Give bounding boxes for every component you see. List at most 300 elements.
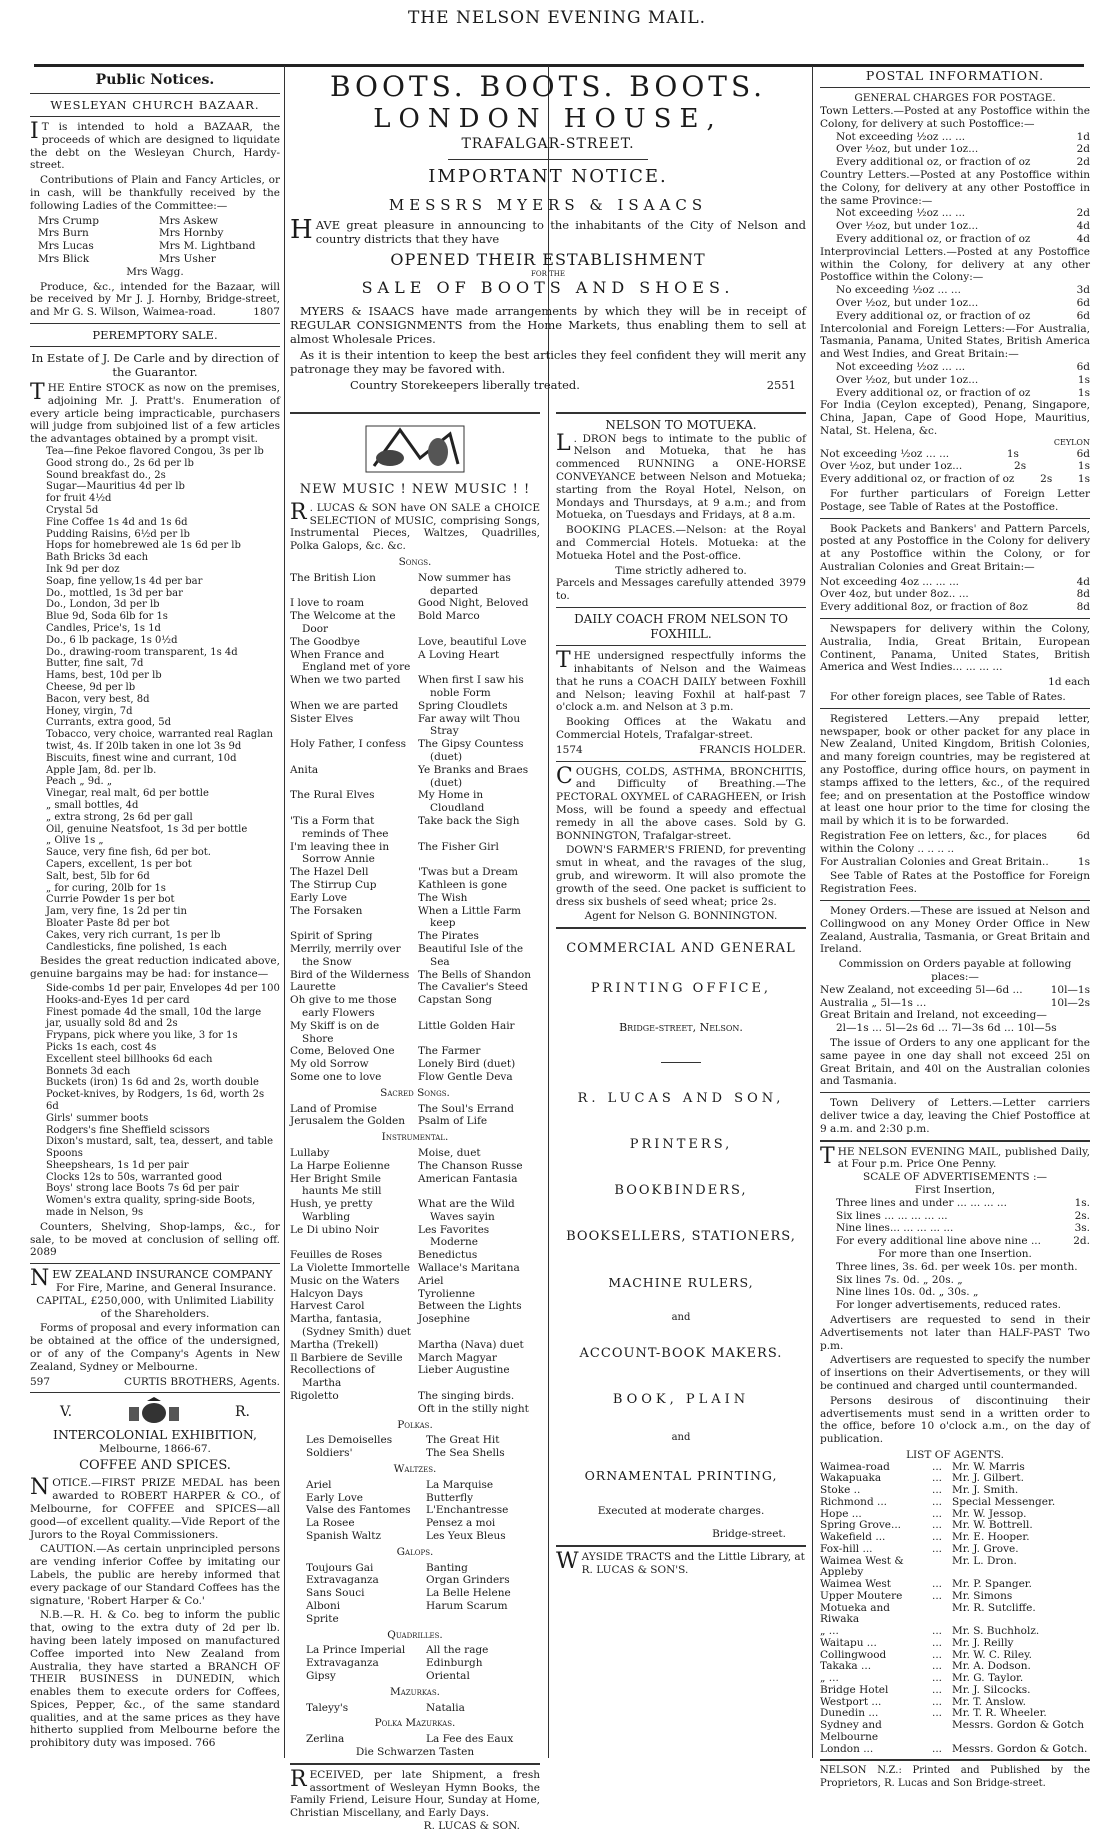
music-title: Beautiful Isle of the Sea bbox=[418, 942, 524, 968]
music-title: Josephine bbox=[418, 1313, 470, 1326]
waltzes-list bbox=[290, 1479, 540, 1543]
music-title: Lonely Bird (duet) bbox=[418, 1058, 516, 1071]
agent-cell: ... bbox=[932, 1519, 943, 1532]
bargain-item: Frypans, pick where you like, 3 for 1s bbox=[46, 1030, 238, 1042]
commission-row-cell: Australia „ 5l—1s ... bbox=[820, 996, 927, 1009]
rate-row-cell: 1d bbox=[1076, 130, 1090, 143]
music-title: Lieber Augustine bbox=[418, 1364, 510, 1377]
music-title: Bold Marco bbox=[418, 610, 480, 623]
rate-row bbox=[820, 448, 1090, 461]
agent-cell: Westport ... bbox=[820, 1695, 882, 1708]
rate-row bbox=[836, 131, 1090, 144]
agent-cell: Waimea West & Appleby bbox=[820, 1554, 904, 1579]
stock-item: Hops for homebrewed ale 1s 6d per lb bbox=[46, 540, 241, 552]
music-title: Little Golden Hair bbox=[418, 1019, 515, 1032]
rate-row-cell: Every additional oz, or fraction of oz bbox=[836, 386, 1031, 399]
music-title: When we are parted bbox=[290, 699, 399, 712]
agent-cell: Mr. Simons bbox=[952, 1589, 1013, 1602]
music-title: La Violette Immortelle bbox=[290, 1262, 410, 1275]
boots-advertisement: BOOTS. BOOTS. BOOTS. LONDON HOUSE, TRAFALGAR-STREET. IMPORTANT NOTICE. MESSRS MYERS & ISAACS HAVE great pleasure in announcing to the inhabitants of the City of Nelson and country districts that they have OPENED THEIR ESTABLISHMENT FOR THE SALE OF BOOTS AND SHOES. MYERS & ISAACS have made arrangements by which they will be in receipt of REGULAR CONSIGNMENTS from the Home Markets, thus enabling them to sell at almost Wholesale Prices. As it is their intention to keep the best articles they feel confident they will merit any patronage they may be favored with. Country Storekeepers liberally treated. 2551 bbox=[290, 70, 806, 392]
stock-item: Oil, genuine Neatsfoot, 1s 3d per bottle bbox=[46, 823, 248, 835]
stock-item: Bath Bricks 3d each bbox=[46, 552, 149, 564]
agent-cell: Mr. W. Marris bbox=[952, 1460, 1025, 1473]
music-title: Jerusalem the Golden bbox=[290, 1115, 406, 1128]
stock-item: Crystal 5d bbox=[46, 505, 99, 517]
agent-cell: ... bbox=[932, 1460, 943, 1473]
rate-row-cell: 2d bbox=[1076, 207, 1090, 220]
bargain-item: Pocket-knives, by Rodgers, 1s 6d, worth 2s 6d bbox=[46, 1089, 265, 1112]
bargain-item: Women's extra quality, spring-side Boots, made in Nelson, 9s bbox=[46, 1195, 256, 1219]
rate-row-cell: 3d bbox=[1076, 284, 1090, 297]
agent-cell: ... bbox=[932, 1531, 943, 1544]
music-title: When first I saw his noble Form bbox=[418, 674, 524, 700]
agent-cell: Waimea West bbox=[820, 1578, 892, 1591]
agent-cell: Richmond ... bbox=[820, 1495, 888, 1508]
hymn-ad: RECEIVED, per late Shipment, a fresh assortment of Wesleyan Hymn Books, the Family Friend, Leisure Hour, Sunday at Home, Christian Miscellany, and Early Days. bbox=[290, 1766, 540, 1820]
music-title: La Belle Helene bbox=[426, 1587, 511, 1600]
music-title: The Soul's Errand bbox=[418, 1102, 515, 1115]
music-title: Les Yeux Bleus bbox=[426, 1530, 506, 1543]
music-title: Between the Lights bbox=[418, 1300, 522, 1313]
agent-cell: Mr. W. Bottrell. bbox=[952, 1519, 1033, 1532]
agent-cell: ... bbox=[932, 1625, 943, 1638]
wesleyan-title: WESLEYAN CHURCH BAZAAR. bbox=[50, 98, 260, 113]
music-title: Martha (Trekell) bbox=[290, 1338, 379, 1351]
music-title: Oriental bbox=[426, 1669, 470, 1682]
music-title: The Stirrup Cup bbox=[290, 878, 377, 891]
bargain-list bbox=[30, 983, 280, 1219]
music-title: La Harpe Eolienne bbox=[290, 1159, 390, 1172]
wesleyan-ladies: Mrs Crump Mrs Askew Mrs Burn Mrs Hornby Mrs Lucas Mrs M. Lightband Mrs Blick Mrs Usher bbox=[38, 214, 256, 266]
agent-cell: London ... bbox=[820, 1742, 874, 1755]
stock-item: for fruit 4½d bbox=[46, 493, 112, 505]
music-title: Les Favorites Moderne bbox=[418, 1223, 490, 1249]
agent-cell: ... bbox=[932, 1636, 943, 1649]
music-title: Sans Souci bbox=[306, 1587, 365, 1600]
agent-cell: Mr. J. Gilbert. bbox=[952, 1472, 1024, 1485]
rate-row-cell: Over ½oz, but under 1oz... bbox=[836, 143, 979, 156]
stock-item: Sauce, very fine fish, 6d per bot. bbox=[46, 847, 211, 859]
music-title: Harum Scarum bbox=[426, 1600, 508, 1612]
agent-cell: Mr. L. Dron. bbox=[952, 1554, 1017, 1567]
music-instruments-icon bbox=[360, 418, 470, 480]
agent-cell: Upper Moutere bbox=[820, 1589, 903, 1602]
music-title: The Wish bbox=[418, 891, 468, 904]
music-title: The Goodbye bbox=[290, 635, 360, 648]
stock-item: Jam, very fine, 1s 2d per tin bbox=[46, 906, 187, 918]
ad-rate-row-cell: Nine lines... ... ... ... ... bbox=[836, 1222, 954, 1235]
rate-row-cell: Every additional 8oz, or fraction of 8oz bbox=[820, 601, 1028, 614]
stock-list bbox=[30, 446, 280, 953]
agent-cell: Hope ... bbox=[820, 1507, 862, 1520]
rate-row-cell: 1s bbox=[1077, 473, 1090, 486]
music-title: My old Sorrow bbox=[290, 1058, 369, 1071]
bargain-item: Rodgers's fine Sheffield scissors bbox=[46, 1124, 210, 1136]
ad-more-rates bbox=[820, 1261, 1090, 1299]
rate-row bbox=[820, 601, 1090, 614]
rate-row bbox=[836, 374, 1090, 387]
rate-row-cell: 2s bbox=[1014, 460, 1027, 473]
stock-item: Bacon, very best, 8d bbox=[46, 693, 150, 705]
town-rates bbox=[820, 131, 1090, 169]
music-title: March Magyar bbox=[418, 1351, 497, 1364]
stock-item: Do., drawing-room transparent, 1s 4d bbox=[46, 646, 238, 658]
music-title: Capstan Song bbox=[418, 994, 492, 1007]
stock-item: Apple Jam, 8d. per lb. bbox=[46, 764, 157, 776]
agent-cell: Bridge Hotel bbox=[820, 1683, 889, 1696]
rate-row bbox=[836, 297, 1090, 310]
agent-cell: Messrs. Gordon & Gotch. bbox=[952, 1742, 1088, 1755]
interprovincial-rates bbox=[820, 284, 1090, 322]
rate-row-cell: Every additional oz, or fraction of oz bbox=[820, 473, 1015, 486]
rate-row bbox=[836, 387, 1090, 400]
rate-row-cell: 6d bbox=[1076, 309, 1090, 322]
agent-cell bbox=[932, 1720, 952, 1744]
rate-row-cell: Over ½oz, but under 1oz... bbox=[836, 220, 979, 233]
commission-row-cell: 10l—1s bbox=[1050, 983, 1090, 996]
music-title bbox=[290, 1403, 412, 1416]
agent-cell: Sydney and Melbourne bbox=[820, 1719, 882, 1743]
stock-item: Peach „ 9d. „ bbox=[46, 776, 113, 788]
coughs-ad: COUGHS, COLDS, ASTHMA, BRONCHITIS, and Difficulty of Breathing.—The PECTORAL OXYMEL of CARAGHEEN, or Irish Moss, will be found a speedy and effectual remedy in all the above cases. Sold by G. BONNINGTON, Trafalgar-street. bbox=[556, 763, 806, 842]
agent-cell: Mr. P. Spanger. bbox=[952, 1578, 1032, 1591]
bargain-item: Dixon's mustard, salt, tea, dessert, and table Spoons bbox=[46, 1136, 274, 1160]
agent-cell: Mr. J. Silcocks. bbox=[952, 1683, 1031, 1696]
agent-cell: ... bbox=[932, 1484, 943, 1497]
rate-row-cell: 8d bbox=[1076, 601, 1090, 614]
section-heading: Public Notices. bbox=[95, 72, 215, 88]
rate-row bbox=[820, 588, 1090, 601]
commission-row-cell: 10l—2s bbox=[1050, 996, 1090, 1009]
rate-row bbox=[820, 576, 1090, 589]
wesleyan-para: I T is intended to hold a BAZAAR, the proceeds of which are designed to liquidate the debt on the Wesleyan Church, Hardy-street. bbox=[30, 119, 280, 172]
music-title: Flow Gentle Deva bbox=[418, 1070, 513, 1083]
stock-item: Capers, excellent, 1s per bot bbox=[46, 858, 192, 870]
stock-item: Good strong do., 2s 6d per lb bbox=[46, 457, 194, 469]
music-title: American Fantasia bbox=[418, 1172, 518, 1185]
rate-row bbox=[836, 310, 1090, 323]
ad-rate-row-cell: For every additional line above nine ... bbox=[836, 1235, 1041, 1248]
music-title: The Rural Elves bbox=[290, 789, 375, 802]
stock-item: Salt, best, 5lb for 6d bbox=[46, 870, 150, 882]
rate-row-cell: 4d bbox=[1076, 220, 1090, 233]
rate-row-cell: Over ½oz, but under 1oz... bbox=[836, 297, 979, 309]
rate-row bbox=[836, 233, 1090, 246]
music-title: Good Night, Beloved bbox=[418, 597, 529, 610]
exhibition-ad: V. R. INTERCOLONIAL EXHIBITION, Melbourne, 1866-67. COFFEE AND SPICES. NOTICE.—FIRST PRIZE MEDAL has been awarded to ROBERT HARPER & CO., of Melbourne, for COFFEE and SPICES—all good—of excellent quality.—Vide Report of the Jurors to the Royal Commissioners. CAUTION.—As certain unprincipled persons are vending inferior Coffee by imitating our Labels, the public are hereby informed that every package of our Standard Coffees has the signature, 'Robert Harper & Co.' N.B.—R. H. & Co. beg to inform the public that, owing to the extra duty of 2d per lb. having been lately imposed on manufactured Coffee imported into New Zealand from Australia, they have started a BRANCH OF THEIR BUSINESS in DUNEDIN, which enables them to execute orders for Coffees, Spices, Pepper, &c., of the same standard qualities, and at the same prices as they have hitherto supplied from Melbourne before the prohibitory duty was imposed. 766 bbox=[30, 1397, 280, 1750]
commission-rows bbox=[820, 984, 1090, 1010]
column-divider bbox=[812, 66, 813, 1758]
music-title: Organ Grinders bbox=[426, 1574, 510, 1587]
music-title: The Sea Shells bbox=[426, 1447, 505, 1460]
music-title: The Gipsy Countess (duet) bbox=[418, 738, 524, 763]
music-title: Merrily, merrily over the Snow bbox=[290, 942, 401, 968]
commission-row bbox=[820, 984, 1090, 997]
stock-item: Blue 9d, Soda 6lb for 1s bbox=[46, 611, 168, 623]
wesleyan-produce: Produce, &c., intended for the Bazaar, will be received by Mr J. J. Hornby, Bridge-street, and Mr G. S. Wilson, Waimea-road. 1807 bbox=[30, 280, 280, 319]
agent-cell: Special Messenger. bbox=[952, 1495, 1056, 1508]
stock-item: Soap, fine yellow,1s 4d per bar bbox=[46, 575, 203, 587]
agent-cell: Mr. J. Grove. bbox=[952, 1542, 1019, 1555]
bargain-item: Hooks-and-Eyes 1d per card bbox=[46, 994, 190, 1006]
agent-cell: Mr. J. Smith. bbox=[952, 1484, 1019, 1497]
music-title: Come, Beloved One bbox=[290, 1045, 395, 1058]
column-music: NEW MUSIC ! NEW MUSIC ! ! R . LUCAS & SON have ON SALE a CHOICE SELECTION of MUSIC, comprising Songs, Instrumental Pieces, Waltzes, Quadrilles, Polka Galops, &c. &c. Songs. The British Lion Now summer has departed I love to roam Good Night, Beloved The Welcome at the Door Bold Marco The Goodbye Love, beautiful Love When France and England met of yore A Loving Heart When we two parted When first I saw his noble Form When we are parted Spring Cloudlets Sister Elves Far away wilt Thou Stray Holy Father, I confess The Gipsy Countess (duet) Anita Ye Branks and Braes (duet) The Rural Elves My Home in Cloudland 'Tis a Form that reminds of Thee Take back the Sigh I'm leaving thee in Sorrow Annie The Fisher Girl The Hazel Dell 'Twas but a Dream The Stirrup Cup Kathleen is gone Early Love The Wish The Forsaken When a Little Farm keep Spirit of Spring The Pirates Merrily, merrily over the Snow Beautiful Isle of the Sea Bird of the Wilderness The Bells of Shandon Laurette The Cavalier's Steed Oh give to me those early Flowers Capstan Song My Skiff is on de Shore Little Golden Hair Come, Beloved One The Farmer My old Sorrow Lonely Bird (duet) Some one to love Flow Gentle Deva Sacred Songs. Land of Promise The Soul's Errand Jerusalem the Golden Psalm of Life Instrumental. Lullaby Moise, duet La Harpe Eolienne The Chanson Russe Her Bright Smile haunts Me still American Fantasia Hush, ye pretty Warbling What are the Wild Waves sayin Le Di ubino Noir Les Favorites Moderne Feuilles de Roses Benedictus La Violette Immortelle Wallace's Maritana Music on the Waters Ariel Halcyon Days Tyrolienne Harvest Carol Between the Lights Martha, fantasia, (Sydney Smith) duet Josephine Martha (Trekell) Martha (Nava) duet Il Barbiere de Seville March Magyar Recollections of Martha Lieber Augustine Rigoletto The singing birds. Oft in the stilly night Polkas. Les Demoiselles The Great Hit Soldiers' The Sea Shells Waltzes. Ariel La Marquise Early Love Butterfly Valse des Fantomes L'Enchantresse La Rosee Pensez a moi Spanish Waltz Les Yeux Bleus Galops. Toujours Gai Banting Extravaganza Organ Grinders Sans Souci La Belle Helene Alboni Harum Scarum Sprite Quadrilles. La Prince Imperial All the rage Extravaganza Edinburgh Gipsy Oriental Mazurkas. Taleyy's Natalia Polka Mazurkas. Zerlina La Fee des Eaux Die Schwarzen Tasten RECEIVED, per late Shipment, a fresh assortment of Wesleyan Hymn Books, the Family Friend, Leisure Hour, Sunday at Home, Christian Miscellany, and Early Days. R. LUCAS & SON. bbox=[290, 412, 540, 1758]
music-title: Sister Elves bbox=[290, 712, 354, 725]
music-title: Natalia bbox=[426, 1701, 465, 1714]
music-title: Martha, fantasia, (Sydney Smith) duet bbox=[290, 1313, 412, 1339]
rate-row-cell: 2d bbox=[1076, 143, 1090, 156]
music-title: Valse des Fantomes bbox=[306, 1504, 411, 1517]
rate-row-cell: 6d bbox=[1076, 447, 1090, 460]
rate-row bbox=[836, 284, 1090, 297]
music-title: Anita bbox=[290, 763, 319, 776]
sacred-list bbox=[290, 1103, 540, 1129]
ad-rate-row bbox=[836, 1222, 1090, 1235]
ad-more-row: Three lines, 3s. 6d. per week 10s. per month. bbox=[836, 1260, 1078, 1273]
ad-rate-row-cell: 3s. bbox=[1074, 1222, 1090, 1235]
music-title: Halcyon Days bbox=[290, 1287, 364, 1300]
music-title: Recollections of Martha bbox=[290, 1364, 375, 1390]
insurance-ad: NEW ZEALAND INSURANCE COMPANY For Fire, Marine, and General Insurance. CAPITAL, £250,000, with Unlimited Liability of the Shareholders. Forms of proposal and every information can be obtained at the office of the undersigned, or of any of the Company's Agents in New Zealand, Sydney or Melbourne. 597 CURTIS BROTHERS, Agents. bbox=[30, 1266, 280, 1388]
agent-cell: Dunedin ... bbox=[820, 1707, 879, 1720]
stock-item: Sound breakfast do., 2s bbox=[46, 469, 166, 481]
rate-row bbox=[836, 143, 1090, 156]
music-title: Ariel bbox=[418, 1274, 444, 1287]
music-title: Ye Branks and Braes (duet) bbox=[418, 763, 529, 789]
music-title: Zerlina bbox=[306, 1733, 345, 1746]
agent-cell: Stoke .. bbox=[820, 1484, 861, 1497]
mail-ad: THE NELSON EVENING MAIL, published Daily, at Four p.m. Price One Penny. bbox=[820, 1143, 1090, 1171]
music-title: Toujours Gai bbox=[306, 1561, 374, 1574]
music-title: Psalm of Life bbox=[418, 1115, 488, 1128]
bargain-item: Clocks 12s to 50s, warranted good bbox=[46, 1171, 223, 1183]
stock-item: Butter, fine salt, 7d bbox=[46, 658, 144, 670]
agent-cell: Waimea-road bbox=[820, 1460, 890, 1473]
agent-cell: ... bbox=[932, 1507, 943, 1520]
rate-row-cell: Not exceeding ½oz ... ... bbox=[836, 207, 966, 220]
stock-item: Currie Powder 1s per bot bbox=[46, 894, 175, 906]
stock-item: Ink 9d per doz bbox=[46, 564, 120, 576]
agent-cell: „ ... bbox=[820, 1625, 839, 1638]
music-title: Benedictus bbox=[418, 1249, 478, 1262]
stock-item: Pudding Raisins, 6½d per lb bbox=[46, 528, 190, 540]
music-title: Land of Promise bbox=[290, 1102, 377, 1115]
stock-item: „ small bottles, 4d bbox=[46, 799, 139, 811]
music-title: Wallace's Maritana bbox=[418, 1262, 520, 1275]
agent-cell: Mr. J. Reilly bbox=[952, 1636, 1014, 1649]
music-title: Soldiers' bbox=[306, 1447, 353, 1460]
stock-item: Cheese, 9d per lb bbox=[46, 682, 136, 694]
stock-item: Candlesticks, fine polished, 1s each bbox=[46, 941, 227, 953]
rate-row-cell: Not exceeding ½oz ... ... bbox=[836, 130, 966, 143]
stock-item: Do., mottled, 1s 3d per bar bbox=[46, 587, 183, 599]
agent-cell: ... bbox=[932, 1495, 943, 1508]
agent-cell bbox=[932, 1603, 952, 1627]
royal-crest-icon bbox=[119, 1397, 189, 1427]
music-title: Gipsy bbox=[306, 1669, 336, 1682]
stock-item: Vinegar, real malt, 6d per bottle bbox=[46, 788, 209, 800]
rate-row bbox=[836, 220, 1090, 233]
agent-cell: ... bbox=[932, 1472, 943, 1485]
rate-row-cell: No exceeding ½oz ... ... bbox=[836, 284, 961, 297]
ad-rate-row-cell: Six lines ... ... ... ... ... bbox=[836, 1209, 948, 1222]
rate-row-cell: 1s bbox=[1077, 386, 1090, 399]
music-title: Early Love bbox=[306, 1491, 364, 1504]
coach-ad: THE undersigned respectfully informs the inhabitants of Nelson and the Waimeas that he runs a COACH DAILY between Foxhill and Nelson; leaving Foxhil at half-past 7 o'clock a.m. and Nelson at 3 p.m. bbox=[556, 648, 806, 714]
bargain-item: Bonnets 3d each bbox=[46, 1065, 131, 1077]
column-divider bbox=[284, 66, 285, 1758]
music-title: When we two parted bbox=[290, 674, 401, 687]
music-title: Now summer has departed bbox=[418, 571, 511, 597]
agent-cell: Wakapuaka bbox=[820, 1472, 882, 1485]
agent-cell: ... bbox=[932, 1683, 943, 1696]
stock-item: Tea—fine Pekoe flavored Congou, 3s per lb bbox=[46, 446, 264, 458]
ad-rate-row bbox=[836, 1197, 1090, 1210]
music-title: Il Barbiere de Seville bbox=[290, 1351, 403, 1364]
music-title: Tyrolienne bbox=[418, 1287, 475, 1300]
rate-row bbox=[836, 361, 1090, 374]
music-title: L'Enchantresse bbox=[426, 1504, 509, 1517]
music-title: Taleyy's bbox=[306, 1701, 349, 1714]
agent-cell: ... bbox=[932, 1578, 943, 1591]
country-rates bbox=[820, 207, 1090, 245]
stock-item: Fine Coffee 1s 4d and 1s 6d bbox=[46, 516, 188, 528]
ad-rate-row-cell: 2d. bbox=[1073, 1235, 1090, 1248]
music-title: The British Lion bbox=[290, 571, 376, 584]
music-title: Some one to love bbox=[290, 1070, 382, 1083]
music-title: I'm leaving thee in Sorrow Annie bbox=[290, 840, 390, 866]
music-title: Hush, ye pretty Warbling bbox=[290, 1198, 373, 1223]
music-title: When a Little Farm keep bbox=[418, 904, 521, 930]
music-title: The Farmer bbox=[418, 1045, 481, 1058]
agent-cell: Mr. W. C. Riley. bbox=[952, 1648, 1032, 1661]
ad-rate-row-cell: 2s. bbox=[1074, 1209, 1090, 1222]
music-title: The Great Hit bbox=[426, 1434, 500, 1447]
agent-cell: Mr. E. Hooper. bbox=[952, 1531, 1030, 1544]
agent-cell: Mr. R. Sutcliffe. bbox=[952, 1601, 1036, 1614]
agent-cell: ... bbox=[932, 1589, 943, 1602]
galops-list bbox=[290, 1562, 540, 1626]
wayside-ad: WAYSIDE TRACTS and the Little Library, at R. LUCAS & SON'S. bbox=[556, 1548, 805, 1576]
polka-mazurkas-list bbox=[290, 1733, 540, 1746]
music-title: My Home in Cloudland bbox=[418, 789, 485, 815]
music-title: Kathleen is gone bbox=[418, 878, 508, 891]
rate-row-cell: 1s bbox=[1006, 447, 1019, 460]
stock-item: Currants, extra good, 5d bbox=[46, 717, 172, 729]
music-title: The Pirates bbox=[418, 930, 479, 943]
agent-cell: Fox-hill ... bbox=[820, 1542, 873, 1555]
music-title: Holy Father, I confess bbox=[290, 738, 407, 751]
rate-row-cell: 1s bbox=[1077, 373, 1090, 386]
music-title: Rigoletto bbox=[290, 1390, 339, 1403]
rate-row-cell: 2s bbox=[1040, 473, 1053, 486]
music-title: Her Bright Smile haunts Me still bbox=[290, 1172, 382, 1198]
rate-row-cell: Not exceeding 4oz ... ... ... bbox=[820, 575, 959, 588]
songs-list bbox=[290, 572, 540, 1084]
stock-item: Sugar—Mauritius 4d per lb bbox=[46, 481, 185, 493]
bargain-item: Side-combs 1d per pair, Envelopes 4d per 100 bbox=[46, 982, 280, 994]
rate-row-cell: Over ½oz, but under 1oz... bbox=[820, 460, 963, 473]
music-title: Spring Cloudlets bbox=[418, 699, 508, 712]
stock-item: „ extra strong, 2s 6d per gall bbox=[46, 811, 193, 823]
music-title: Spirit of Spring bbox=[290, 930, 373, 943]
rate-row-cell: Every additional oz, or fraction of oz bbox=[836, 156, 1031, 169]
music-title: A Loving Heart bbox=[418, 648, 500, 661]
music-title: Far away wilt Thou Stray bbox=[418, 712, 521, 738]
rate-row-cell: 1s bbox=[1077, 460, 1090, 473]
music-title: I love to roam bbox=[290, 597, 365, 610]
agent-cell: Waitapu ... bbox=[820, 1636, 877, 1649]
agent-cell: Messrs. Gordon & Gotch bbox=[952, 1719, 1084, 1732]
column-public-notices: Public Notices. WESLEYAN CHURCH BAZAAR. I T is intended to hold a BAZAAR, the proceeds of which are designed to liquidate the debt on the Wesleyan Church, Hardy-street. Contributions of Plain and Fancy Articles, or in cash, will be thankfully received by the following Ladies of the Committee:— Mrs Crump Mrs Askew Mrs Burn Mrs Hornby Mrs Lucas Mrs M. Lightband Mrs Blick Mrs Usher Mrs Wagg. Produce, &c., intended for the Bazaar, will be received by Mr J. J. Hornby, Bridge-street, and Mr G. S. Wilson, Waimea-road. 1807 PEREMPTORY SALE. In Estate of J. De Carle and by direction of the Guarantor. THE Entire STOCK as now on the premises, adjoining Mr. J. Pratt's. Enumeration of every article being impracticable, purchasers will judge from subjoined list of a few articles the advantages obtained by a prompt visit. Tea—fine Pekoe flavored Congou, 3s per lb Good strong do., 2s 6d per lb Sound breakfast do., 2s Sugar—Mauritius 4d per lb for fruit 4½d Crystal 5d Fine Coffee 1s 4d and 1s 6d Pudding Raisins, 6½d per lb Hops for homebrewed ale 1s 6d per lb Bath Bricks 3d each Ink 9d per doz Soap, fine yellow,1s 4d per bar Do., mottled, 1s 3d per bar Do., London, 3d per lb Blue 9d, Soda 6lb for 1s Candles, Price's, 1s 1d Do., 6 lb package, 1s 0½d Do., drawing-room transparent, 1s 4d Butter, fine salt, 7d Hams, best, 10d per lb Cheese, 9d per lb Bacon, very best, 8d Honey, virgin, 7d Currants, extra good, 5d Tobacco, very choice, warranted real Raglan twist, 4s. If 20lb taken in one lot 3s 9d Biscuits, finest wine and currant, 10d Apple Jam, 8d. per lb. Peach „ 9d. „ Vinegar, real malt, 6d per bottle „ small bottles, 4d „ extra strong, 2s 6d per gall Oil, genuine Neatsfoot, 1s 3d per bottle „ Olive 1s „ Sauce, very fine fish, 6d per bot. Capers, excellent, 1s per bot Salt, best, 5lb for 6d „ for curing, 20lb for 1s Currie Powder 1s per bot Jam, very fine, 1s 2d per tin Bloater Paste 8d per bot Cakes, very rich currant, 1s per lb Candlesticks, fine polished, 1s each Besides the great reduction indicated above, genuine bargains may be had: for instance— Side-combs 1d per pair, Envelopes 4d per 100 Hooks-and-Eyes 1d per card Finest pomade 4d the small, 10d the large jar, usually sold 8d and 2s Frypans, pick where you like, 3 for 1s Picks 1s each, cost 4s Excellent steel billhooks 6d each Bonnets 3d each Buckets (iron) 1s 6d and 2s, worth double Pocket-knives, by Rodgers, 1s 6d, worth 2s 6d Girls' summer boots Rodgers's fine Sheffield scissors Dixon's mustard, salt, tea, dessert, and table Spoons Sheepshears, 1s 1d per pair Clocks 12s to 50s, warranted good Boys' strong lace Boots 7s 6d per pair Women's extra quality, spring-side Boots, made in Nelson, 9s Counters, Shelving, Shop-lamps, &c., for sale, to be moved at conclusion of selling off. 2089 NEW ZEALAND INSURANCE COMPANY For Fire, Marine, and General Insurance. CAPITAL, £250,000, with Unlimited Liability of the Shareholders. Forms of proposal and every information can be obtained at the office of the undersigned, or of any of the Company's Agents in New Zealand, Sydney or Melbourne. 597 CURTIS BROTHERS, Agents. V. R. INTERCOLONIAL EXHIBITION, Melbourne, 1866-67. COFFEE AND SPICES. NOTICE.—FIRST PRIZE MEDAL has been awarded to ROBERT HARPER & CO., of Melbourne, for COFFEE and SPICES—all good—of excellent quality.—Vide Report of the Jurors to the Royal Commissioners. CAUTION.—As certain unprincipled persons are vending inferior Coffee by imitating our Labels, the public are hereby informed that every package of our Standard Coffees has the signature, 'Robert Harper & Co.' N.B.—R. H. & Co. beg to inform the public that, owing to the extra duty of 2d per lb. having been lately imposed on manufactured Coffee imported into New Zealand from Australia, they have started a BRANCH OF THEIR BUSINESS in DUNEDIN, which enables them to execute orders for Coffees, Spices, Pepper, &c., of the same standard qualities, and at the same prices as they have hitherto supplied from Melbourne before the prohibitory duty was imposed. 766 bbox=[30, 72, 280, 1750]
rate-row-cell: 8d bbox=[1076, 588, 1090, 601]
masthead: THE NELSON EVENING MAIL. bbox=[407, 8, 707, 28]
music-title: Feuilles de Roses bbox=[290, 1249, 383, 1262]
music-title: 'Tis a Form that reminds of Thee bbox=[290, 814, 389, 840]
quadrilles-list bbox=[290, 1644, 540, 1682]
music-title: Ariel bbox=[306, 1478, 332, 1491]
wesleyan-contrib: Contributions of Plain and Fancy Articles, or in cash, will be thankfully received by the following Ladies of the Committee:— bbox=[30, 174, 280, 212]
agent-cell: Mr. S. Buchholz. bbox=[952, 1625, 1040, 1638]
ad-rates bbox=[820, 1197, 1090, 1248]
rate-row-cell: Over ½oz, but under 1oz... bbox=[836, 373, 979, 386]
agent-cell: Mr. A. Dodson. bbox=[952, 1660, 1031, 1673]
agent-cell: ... bbox=[932, 1695, 943, 1708]
music-title: Extravaganza bbox=[306, 1657, 379, 1670]
peremptory-title: PEREMPTORY SALE. bbox=[92, 328, 218, 343]
music-title: The Cavalier's Steed bbox=[418, 981, 528, 994]
agent-cell: ... bbox=[932, 1742, 943, 1755]
printing-office-ad: COMMERCIAL AND GENERAL PRINTING OFFICE, Bridge-street, Nelson. R. LUCAS AND SON, PRINTERS, BOOKBINDERS, BOOKSELLERS, STATIONERS, MACHINE RULERS, and ACCOUNT-BOOK MAKERS. BOOK, PLAIN and ORNAMENTAL PRINTING, Executed at moderate charges. Bridge-street. bbox=[566, 941, 796, 1541]
rate-row-cell: Over 4oz, but under 8oz.. ... bbox=[820, 588, 969, 601]
music-title: Love, beautiful Love bbox=[418, 635, 527, 648]
bargain-item: Girls' summer boots bbox=[46, 1112, 149, 1124]
stock-item: „ Olive 1s „ bbox=[46, 835, 104, 847]
music-title: Harvest Carol bbox=[290, 1300, 365, 1313]
music-title: The Chanson Russe bbox=[418, 1159, 523, 1172]
music-title: My Skiff is on de Shore bbox=[290, 1019, 380, 1045]
stock-item: „ for curing, 20lb for 1s bbox=[46, 882, 166, 894]
music-title: Spanish Waltz bbox=[306, 1530, 382, 1543]
agent-cell: Mr. T. Anslow. bbox=[952, 1695, 1026, 1708]
music-title bbox=[426, 1613, 540, 1626]
ad-rate-row-cell: Three lines and under ... ... ... ... bbox=[836, 1196, 1007, 1209]
music-title: La Rosee bbox=[306, 1517, 355, 1530]
instrumental-list bbox=[290, 1147, 540, 1416]
agent-cell: Mr. G. Taylor. bbox=[952, 1672, 1024, 1685]
bargain-item: Boys' strong lace Boots 7s 6d per pair bbox=[46, 1183, 239, 1195]
music-title: Butterfly bbox=[426, 1491, 474, 1504]
stock-item: Honey, virgin, 7d bbox=[46, 705, 133, 717]
stock-item: Bloater Paste 8d per bot bbox=[46, 917, 170, 929]
commission-row-cell: New Zealand, not exceeding 5l—6d ... bbox=[820, 983, 1023, 996]
agent-cell: Collingwood bbox=[820, 1648, 887, 1661]
rate-row bbox=[836, 156, 1090, 169]
intercolonial-rates bbox=[820, 361, 1090, 399]
music-title: Music on the Waters bbox=[290, 1274, 400, 1287]
music-title: Lullaby bbox=[290, 1146, 330, 1159]
rate-row-cell: 6d bbox=[1076, 360, 1090, 373]
stock-item: Do., London, 3d per lb bbox=[46, 599, 160, 611]
rate-row-cell: 6d bbox=[1076, 297, 1090, 309]
agent-cell: ... bbox=[932, 1648, 943, 1661]
rate-row-cell: 4d bbox=[1076, 575, 1090, 588]
stock-item: Biscuits, finest wine and currant, 10d bbox=[46, 752, 237, 764]
agent-cell: ... bbox=[932, 1542, 943, 1555]
bargain-item: Excellent steel billhooks 6d each bbox=[46, 1053, 213, 1065]
ad-more-row: Six lines 7s. 0d. „ 20s. „ bbox=[836, 1273, 963, 1286]
